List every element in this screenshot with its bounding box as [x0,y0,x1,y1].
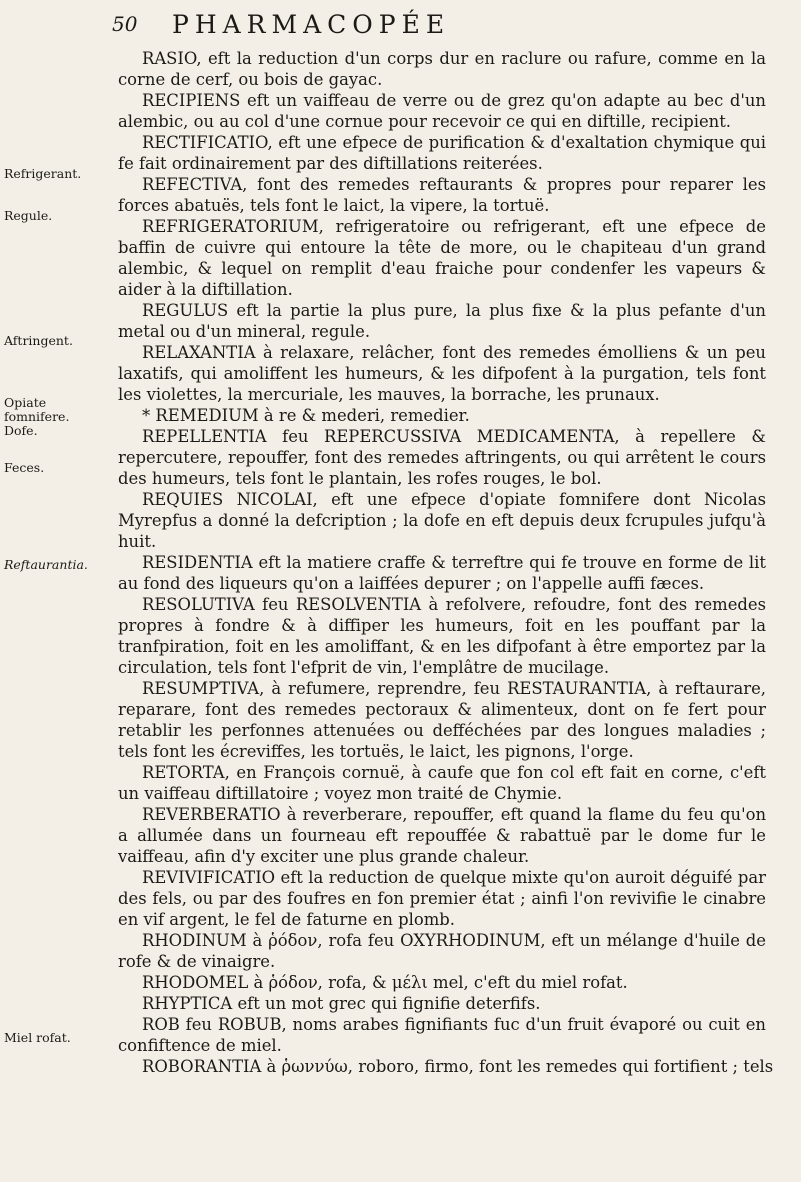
entry-regulus: REGULUS eft la partie la plus pure, la plus fixe & la plus pefante d'un metal ou d'un mineral, regule. [118,301,766,341]
entry-rectificatio: RECTIFICATIO, eft une efpece de purification & d'exaltation chymique qui fe fait ordinairement par des diftillations reiterées. [118,133,766,173]
entry-rasio: RASIO, eft la reduction d'un corps dur en raclure ou rafure, comme en la corne de cerf, ou bois de gayac. [118,49,766,89]
entry-rhodomel: RHODOMEL à ῥόδον, rofa, & μέλι mel, c'eft du miel rofat. [142,973,628,992]
margin-note-restaurantia: Reftaurantia. [4,557,88,572]
entry-refrigeratorium: REFRIGERATORIUM, refrigeratoire ou refrigerant, eft une efpece de baffin de cuivre qui entoure la tête de more, ou le chapiteau d'un grand alembic, & lequel on remplit d'eau fraiche pour condenfer les vapeurs & aider à la diftillation. [118,217,766,299]
margin-note-miel-rosat: Miel rofat. [4,1030,71,1045]
margin-note-opiate: Opiate fomnifere. Dofe. [4,395,70,438]
entry-reverberatio: REVERBERATIO à reverberare, repouffer, eft quand la flame du feu qu'on a allumée dans un fourneau eft repouffée & rabattuë par le dome fur le vaiffeau, afin d'y exciter une plus grande chaleur. [118,805,766,866]
entry-residentia: RESIDENTIA eft la matiere craffe & terreftre qui fe trouve en forme de lit au fond des liqueurs qu'on a laiffées depurer ; on l'appelle auffi fæces. [118,553,766,593]
margin-note-feces: Feces. [4,460,45,475]
dictionary-entries [118,48,774,1077]
margin-notes [4,0,112,1182]
margin-note-refrigerant: Refrigerant. [4,166,82,181]
entry-remedium: * REMEDIUM à re & mederi, remedier. [142,406,470,425]
entry-revivificatio: REVIVIFICATIO eft la reduction de quelque mixte qu'on auroit déguifé par des fels, ou par des foufres en fon premier état ; ainfi l'on revivifie le cinabre en vif argent, le fel de faturne en plomb. [118,868,766,929]
entry-rob: ROB feu ROBUB, noms arabes fignifiants fuc d'un fruit évaporé ou cuit en confiftence de miel. [118,1015,766,1055]
margin-note-regule: Regule. [4,208,53,223]
entry-roborantia: ROBORANTIA à ῥωννύω, roboro, firmo, font les remedes qui fortifient ; tels [142,1057,774,1076]
entry-repellentia: REPELLENTIA feu REPERCUSSIVA MEDICAMENTA, à repellere & repercutere, repouffer, font des remedes aftringents, ou qui arrêtent le cours des humeurs, tels font le plantain, les rofes rouges, le bol. [118,427,766,488]
entry-resolutiva: RESOLUTIVA feu RESOLVENTIA à refolvere, refoudre, font des remedes propres à fondre & à diffiper les humeurs, foit en les pouffant par la tranfpiration, foit en les amoliffant, & en les difpofant à être emportez par la circulation, tels font l'efprit de vin, l'emplâtre de mucilage. [118,595,766,677]
entry-requies-nicolai: REQUIES NICOLAI, eft une efpece d'opiate fomnifere dont Nicolas Myrepfus a donné la defcription ; la dofe en eft depuis deux fcrupules jufqu'à huit. [118,490,766,551]
entry-resumptiva: RESUMPTIVA, à refumere, reprendre, feu RESTAURANTIA, à reftaurare, reparare, font des remedes pectoraux & alimenteux, dont on fe fert pour retablir les perfonnes attenuées ou defféchées par des longues maladies ; tels font les écreviffes, les tortuës, le laict, les pignons, l'orge. [118,679,766,761]
entry-rhyptica: RHYPTICA eft un mot grec qui fignifie deterfifs. [142,994,541,1013]
entry-recipiens: RECIPIENS eft un vaiffeau de verre ou de grez qu'on adapte au bec d'un alembic, ou au col d'une cornue pour recevoir ce qui en diftille, recipient. [118,91,766,131]
entry-rhodinum: RHODINUM à ῥόδον, rofa feu OXYRHODINUM, eft un mélange d'huile de rofe & de vinaigre. [118,931,766,971]
page-number: 50 [112,12,138,36]
entry-refectiva: REFECTIVA, font des remedes reftaurants & propres pour reparer les forces abatuës, tels font le laict, la vipere, la tortuë. [118,175,766,215]
running-title: PHARMACOPÉE [172,10,451,39]
entry-relaxantia: RELAXANTIA à relaxare, relâcher, font des remedes émolliens & un peu laxatifs, qui amoliffent les humeurs, & les difpofent à la purgation, tels font les violettes, la mercuriale, les mauves, la borrache, les prunaux. [118,343,766,404]
entry-retorta: RETORTA, en François cornuë, à caufe que fon col eft fait en corne, c'eft un vaiffeau diftillatoire ; voyez mon traité de Chymie. [118,763,766,803]
margin-note-astringent: Aftringent. [4,333,73,348]
page-header [112,10,752,40]
